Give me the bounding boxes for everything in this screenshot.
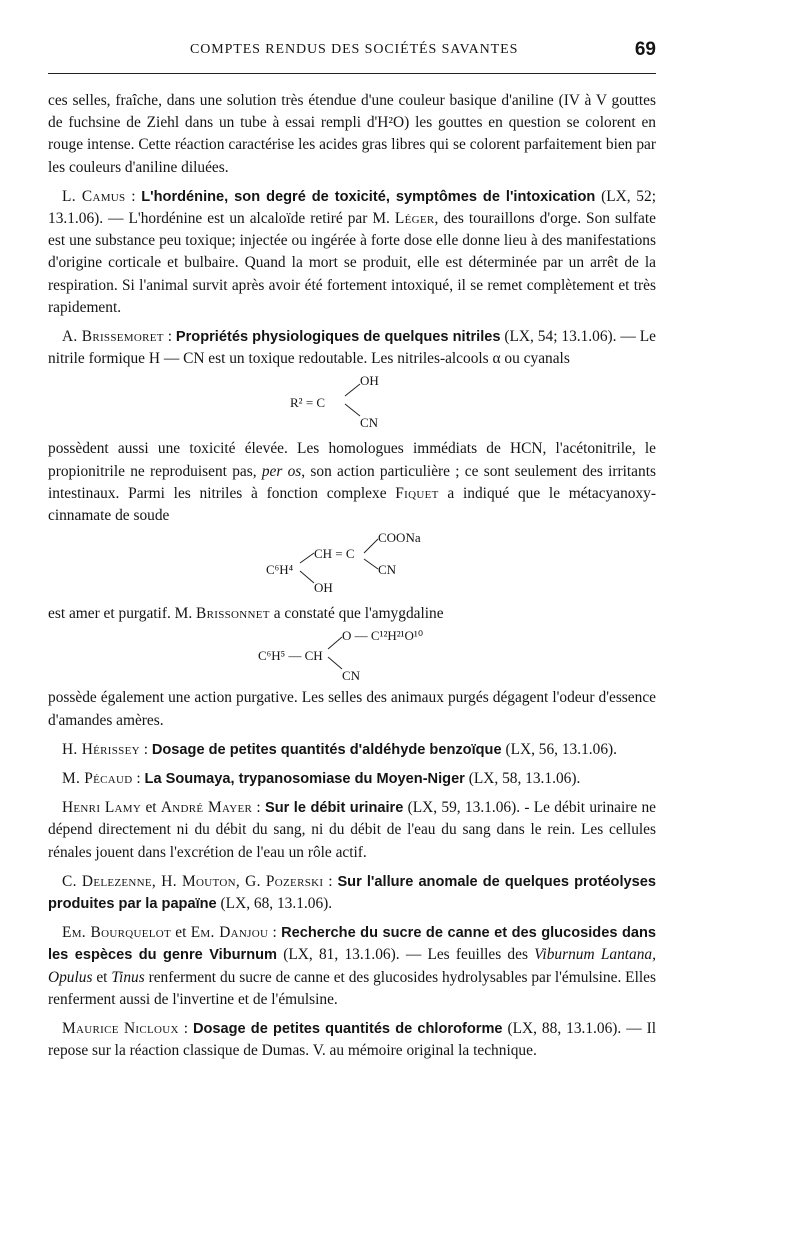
italic-text: Viburnum Lantana, Opulus	[48, 946, 656, 986]
entry-body: renferment du sucre de canne et des glucosides hydrolysables par l'émulsine. Elles renferment aussi de l'invertine et de l'émulsine.	[48, 968, 656, 1008]
body-text	[48, 90, 656, 1070]
reference: (LX, 68, 13.1.06).	[220, 895, 333, 913]
separator: :	[183, 1020, 188, 1038]
formula-left: C⁶H⁵ — CH	[258, 648, 323, 664]
reference: (LX, 58, 13.1.06).	[468, 770, 581, 788]
text: a constaté que l'amygdaline	[273, 605, 444, 623]
formula-bonds	[48, 370, 656, 438]
entry-body: — Le nitrile formique H — CN est un toxique redoutable. Les nitriles-alcools α ou cyanals	[48, 328, 656, 368]
author: A. Brissemoret	[62, 328, 164, 346]
formula-top: OH	[360, 373, 379, 389]
separator: :	[167, 328, 172, 346]
reference: (LX, 81, 13.1.06).	[283, 946, 400, 964]
entry-body: - Le débit urinaire ne dépend directement ni du débit du sang, ni du débit de l'eau du sang dans le rein. Les cellules rénales jouent dans l'excrétion de l'eau un rôle actif.	[48, 799, 657, 861]
entry-bourquelot	[48, 922, 656, 1011]
entry-herissey	[48, 739, 656, 761]
reference: (LX, 54; 13.1.06).	[504, 328, 617, 346]
italic-text: Tinus	[111, 968, 145, 986]
author: L. Camus	[62, 187, 126, 205]
entry-body: — Les feuilles des	[405, 946, 528, 964]
reference: (LX, 52; 13.1.06).	[48, 187, 656, 228]
separator: :	[272, 924, 277, 942]
header-rule	[48, 73, 656, 74]
entry-title: Recherche du sucre de canne et des glucosides dans les espèces du genre Viburnum	[48, 925, 656, 964]
entry-title: Dosage de petites quantités de chloroforme	[192, 1021, 503, 1038]
conjunction: et	[145, 799, 157, 817]
paragraph-continuation: ces selles, fraîche, dans une solution très étendue d'une couleur basique d'aniline (IV à V gouttes de fuchsine de Ziehl dans un tube à essai rempli d'H²O) les gouttes en question se colorent en rouge intense. Cette réaction caractérise les acides gras libres qui se colorent parfaitement bien par les couleurs d'aniline diluées.	[48, 92, 656, 176]
formula-top: O — C¹²H²¹O¹⁰	[342, 628, 424, 644]
entry-lamy-mayer	[48, 797, 656, 864]
running-header	[48, 39, 656, 66]
formula-amygdalin	[48, 625, 656, 687]
entry-pecaud	[48, 768, 656, 790]
entry-nicloux	[48, 1018, 656, 1062]
formula-cinnamate	[48, 527, 656, 603]
separator: :	[131, 187, 136, 205]
formula-cyanal	[48, 370, 656, 438]
text: , son action particulière ; ce sont seulement des irritants intestinaux. Parmi les nitriles à fonction complexe	[48, 462, 656, 502]
page-number: 69	[634, 39, 656, 60]
entry-body: — L'hordénine est un alcaloïde retiré par M.	[108, 210, 390, 228]
entry-title: La Soumaya, trypanosomiase du Moyen-Niger	[144, 771, 465, 788]
text: a indiqué que le métacyanoxy-cinnamate de soude	[48, 484, 656, 525]
author: Em. Danjou	[190, 924, 269, 942]
entry-body: , des touraillons d'orge. Son sulfate est une substance peu toxique; injectée ou ingérée à forte dose elle donne lieu à des manifestations d'origine corticale et bulbaire. Quand la mort se produit, elle est déterminée par un arrêt de la respiration. Si l'animal survit après avoir été fortement intoxiqué, il se remet complètement et très rapidement.	[48, 210, 657, 316]
person-name: Léger	[394, 210, 435, 228]
person-name: Fiquet	[395, 484, 439, 502]
author: M. Pécaud	[62, 770, 133, 788]
formula-chain: CH = C	[314, 546, 355, 562]
paragraph	[48, 603, 656, 625]
formula-right: CN	[378, 562, 397, 578]
formula-bottom: OH	[314, 580, 333, 596]
entry-camus	[48, 186, 656, 319]
entry-delezenne	[48, 871, 656, 915]
conjunction: et	[96, 968, 108, 986]
conjunction: et	[175, 924, 187, 942]
author: André Mayer	[160, 799, 253, 817]
text: possèdent aussi une toxicité élevée. Les homologues immédiats de HCN, l'acétonitrile, le propionitrile ne reproduisent pas,	[48, 440, 656, 480]
author: Em. Bourquelot	[62, 924, 171, 942]
separator: :	[143, 740, 148, 758]
author: Maurice Nicloux	[62, 1020, 179, 1038]
entry-title: Sur l'allure anomale de quelques protéolyses produites par la papaïne	[48, 873, 656, 913]
formula-bottom: CN	[342, 668, 361, 684]
reference: (LX, 56, 13.1.06).	[505, 740, 618, 758]
reference: (LX, 59, 13.1.06).	[407, 799, 521, 817]
author: C. Delezenne, H. Mouton, G. Pozerski	[62, 872, 324, 890]
entry-title: Sur le débit urinaire	[264, 800, 404, 817]
italic-text: per os	[261, 462, 302, 480]
author: H. Hérissey	[62, 740, 140, 758]
separator: :	[328, 872, 333, 890]
text: est amer et purgatif. M.	[48, 605, 193, 623]
reference: (LX, 88, 13.1.06).	[507, 1020, 622, 1038]
formula-left: R² = C	[290, 395, 326, 411]
paragraph: possède également une action purgative. Les selles des animaux purgés dégagent l'odeur d'essence d'amandes amères.	[48, 689, 656, 729]
entry-title: L'hordénine, son degré de toxicité, symptômes de l'intoxication	[141, 188, 596, 205]
separator: :	[256, 799, 261, 817]
entry-title: Dosage de petites quantités d'aldéhyde benzoïque	[151, 741, 502, 758]
author: Henri Lamy	[62, 799, 142, 817]
formula-top: COONa	[378, 530, 421, 546]
entry-title: Propriétés physiologiques de quelques nitriles	[175, 329, 501, 346]
running-title: COMPTES RENDUS DES SOCIÉTÉS SAVANTES	[190, 42, 519, 57]
entry-brissemoret	[48, 326, 656, 370]
paragraph	[48, 438, 656, 527]
person-name: Brissonnet	[196, 605, 270, 623]
separator: :	[136, 770, 141, 788]
formula-bottom: CN	[360, 415, 379, 431]
formula-ring: C⁶H⁴	[266, 562, 294, 578]
entry-body: — Il repose sur la réaction classique de Dumas. V. au mémoire original la technique.	[48, 1020, 656, 1060]
